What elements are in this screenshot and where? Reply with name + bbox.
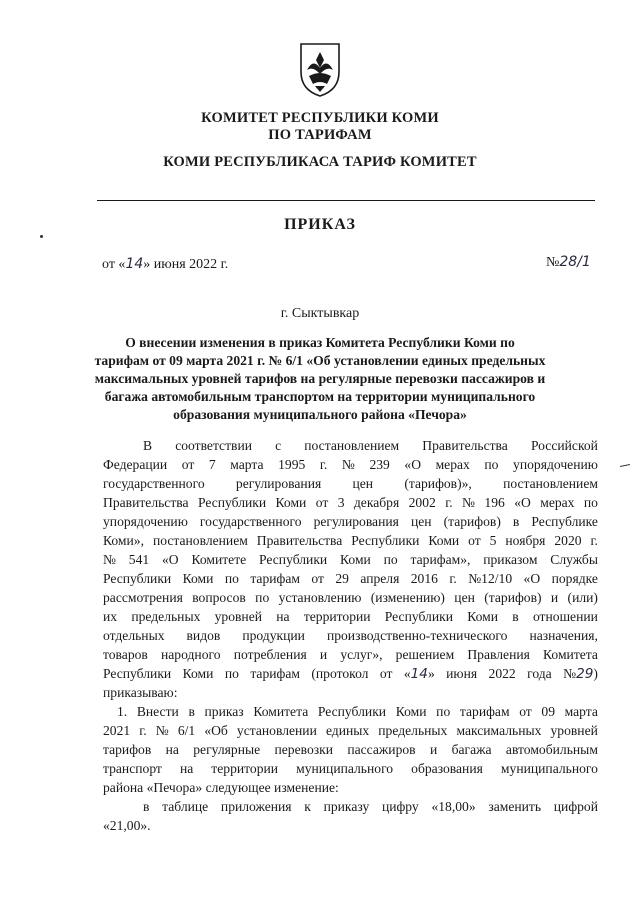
word: автомобильным (505, 742, 598, 757)
body-line (103, 797, 598, 816)
word: и (429, 742, 438, 757)
word: 2016 (410, 571, 438, 586)
order-title: ПРИКАЗ (284, 216, 356, 233)
word: Правления (467, 647, 530, 662)
word: Внести (136, 704, 179, 719)
word: 2020 (554, 533, 582, 548)
word: по (224, 666, 239, 681)
body-line (103, 626, 598, 645)
word: В (143, 438, 153, 453)
word: 29 (576, 666, 594, 682)
word: Республики (317, 704, 387, 719)
word: образования (411, 761, 483, 776)
protocol-date-day (404, 664, 435, 683)
word: Коми (428, 533, 460, 548)
word: № (341, 457, 355, 472)
word: Службы (550, 552, 598, 567)
word: от (379, 666, 393, 681)
word: 29 (335, 571, 349, 586)
word: с (275, 438, 282, 453)
word: заменить (488, 799, 542, 814)
word: по (436, 704, 451, 719)
word: (изменению) (370, 590, 445, 605)
word: 7 (208, 457, 216, 472)
word: их (103, 609, 118, 624)
body-line: района «Печора» следующее изменение: (103, 780, 339, 795)
subject-line: образования муниципального района «Печора» (173, 407, 467, 422)
word: Коми (395, 704, 427, 719)
word: «О (162, 552, 179, 567)
word: территории (303, 609, 371, 624)
word: Республики (384, 609, 453, 624)
word: № (103, 552, 116, 567)
date-day: 14 (125, 256, 144, 272)
word: упорядочению (103, 514, 188, 529)
word: Республики (259, 552, 328, 567)
word: регулярные (193, 742, 261, 757)
emblem (297, 40, 343, 98)
word: 14 (410, 666, 428, 682)
word: от (315, 495, 329, 510)
word: производственно-технического (326, 628, 508, 643)
subject-line: тарифам от 09 марта 2021 г. № 6/1 «Об установлении единых предельных (94, 353, 546, 368)
word: территории (211, 761, 279, 776)
word: приказ (204, 704, 244, 719)
word: уровней (214, 609, 263, 624)
order-date (102, 256, 228, 273)
word: уровней (550, 723, 598, 738)
order-city: г. Сыктывкар (280, 306, 360, 321)
word: мерах (540, 495, 575, 510)
word: цен (410, 514, 432, 529)
word: багажа (451, 742, 492, 757)
word: 5 (489, 533, 497, 548)
body-line (103, 740, 598, 759)
word: назначения, (529, 628, 598, 643)
word: порядке (551, 571, 598, 586)
word: (тарифов)», (404, 476, 472, 491)
committee-name-ru-line2: ПО ТАРИФАМ (268, 127, 372, 143)
word: установлению (278, 590, 362, 605)
word: № (462, 495, 476, 510)
committee-name-komi: КОМИ РЕСПУБЛИКАСА ТАРИФ КОМИТЕТ (163, 154, 477, 170)
word: от (181, 457, 195, 472)
word: государственного (103, 476, 205, 491)
word: (тарифов) (484, 590, 542, 605)
word: цифрой (553, 799, 598, 814)
word: цен (352, 476, 374, 491)
word: 1995 (278, 457, 306, 472)
body-line (103, 664, 598, 683)
word: Комитета (253, 704, 309, 719)
word: народного (161, 647, 221, 662)
word: по (224, 571, 239, 586)
word: Республике (531, 514, 598, 529)
word: Коми (182, 666, 214, 681)
word: Российской (530, 438, 598, 453)
body-line (103, 607, 598, 626)
word: 3 (337, 495, 345, 510)
word: » (427, 666, 435, 681)
word: приказу (323, 799, 370, 814)
word: Коми (467, 609, 499, 624)
number-value: 28/1 (559, 254, 591, 270)
word: 1. (117, 704, 128, 719)
word: апреля (360, 571, 400, 586)
body-line (103, 531, 598, 550)
word: «О (514, 495, 531, 510)
word: потребления (233, 647, 307, 662)
word: 2022 (488, 666, 516, 681)
word: № (155, 723, 169, 738)
word: регулирования (313, 514, 399, 529)
word: тарифам (459, 704, 510, 719)
word: по (583, 495, 598, 510)
word: от (311, 571, 324, 586)
word: декабря (353, 495, 400, 510)
number-prefix: № (546, 255, 560, 270)
body-line (103, 436, 598, 455)
komi-coat-of-arms-icon (297, 40, 343, 98)
word: ноября (505, 533, 546, 548)
protocol-number (563, 664, 598, 683)
body-line (103, 721, 598, 740)
word: в (143, 799, 150, 814)
word: продукции (242, 628, 305, 643)
word: решением (395, 647, 455, 662)
word: июня (446, 666, 478, 681)
word: 196 (484, 495, 505, 510)
word: 541 (128, 552, 150, 567)
subject-line: багажа автомобильным транспортом на территории муниципального (104, 389, 536, 404)
date-prefix: от « (102, 257, 126, 272)
word: № (563, 666, 577, 681)
word: видов (186, 628, 221, 643)
word: марта (564, 704, 598, 719)
word: «Об (204, 723, 228, 738)
word: рассмотрения (103, 590, 183, 605)
word: муниципального (296, 761, 394, 776)
word: Республики (351, 533, 420, 548)
word: Коми (182, 571, 214, 586)
word: на (165, 742, 179, 757)
word: максимальных (456, 723, 542, 738)
word: 2021 (103, 723, 131, 738)
body-line (103, 645, 598, 664)
word: Республики (103, 571, 172, 586)
word: (протокол (311, 666, 369, 681)
word: тарифам», (410, 552, 471, 567)
word: Коми», (103, 533, 144, 548)
order-subject (0, 334, 640, 424)
word: 2002 (408, 495, 436, 510)
word: Федерации (103, 457, 168, 472)
word: приказом (483, 552, 538, 567)
word: по (255, 590, 270, 605)
word: приложения (220, 799, 292, 814)
word: отношении (532, 609, 598, 624)
word: от (468, 533, 481, 548)
body-line (103, 493, 598, 512)
word: постановлением (152, 533, 248, 548)
word: мерах (435, 457, 470, 472)
word: предельных (131, 609, 201, 624)
word: (или) (567, 590, 598, 605)
word: установлении (236, 723, 317, 738)
word: в (188, 704, 195, 719)
body-line (103, 455, 598, 474)
word: г. (449, 571, 457, 586)
word: г. (139, 723, 147, 738)
word: №12/10 (468, 571, 513, 586)
word: «О (523, 571, 541, 586)
body-line (103, 550, 598, 569)
body-line (103, 569, 598, 588)
word: транспорт (103, 761, 162, 776)
word: товаров (103, 647, 148, 662)
body-line (103, 759, 598, 778)
word: на (276, 609, 290, 624)
word: (тарифов) (443, 514, 501, 529)
word: пассажиров (347, 742, 416, 757)
word: Правительства (422, 438, 508, 453)
word: единых (325, 723, 370, 738)
word: 6/1 (177, 723, 196, 738)
body-line: приказываю: (103, 685, 178, 700)
word: соответствии (175, 438, 252, 453)
word: «18,00» (431, 799, 476, 814)
word: по (383, 552, 398, 567)
word: перевозки (274, 742, 333, 757)
word: цифру (381, 799, 419, 814)
subject-line: О внесении изменения в приказ Комитета Республики Коми по (125, 335, 515, 350)
word: таблице (162, 799, 209, 814)
body-line (103, 702, 598, 721)
word: постановлением (503, 476, 598, 491)
body-line (103, 512, 598, 531)
word: тарифам (250, 571, 300, 586)
date-suffix: » июня 2022 г. (143, 257, 229, 272)
word: услуг», (340, 647, 383, 662)
word: в (512, 609, 519, 624)
body-line (103, 474, 598, 493)
word: предельных (378, 723, 448, 738)
scan-speck (40, 235, 43, 238)
word: года (527, 666, 552, 681)
word: Республики (103, 666, 172, 681)
word: упорядочению (513, 457, 598, 472)
committee-name-ru-line1: КОМИТЕТ РЕСПУБЛИКИ КОМИ (201, 110, 439, 126)
word: Комитета (543, 647, 598, 662)
subject-line: максимальных уровней тарифов на регулярные перевозки пассажиров и (94, 371, 546, 386)
word: от (519, 704, 532, 719)
word: Комитете (191, 552, 247, 567)
word: «О (404, 457, 422, 472)
word: и (319, 647, 328, 662)
word: постановлением (304, 438, 400, 453)
word: г. (445, 495, 453, 510)
order-number (546, 254, 591, 271)
word: Правительства (103, 495, 189, 510)
word: к (304, 799, 311, 814)
word: тарифов (103, 742, 152, 757)
word: Республики (197, 495, 267, 510)
word: и (550, 590, 559, 605)
word: муниципального (500, 761, 598, 776)
word: г. (319, 457, 328, 472)
word: регулирования (235, 476, 322, 491)
word: Коми (275, 495, 307, 510)
word: марта (230, 457, 264, 472)
word: « (403, 666, 411, 681)
word: 239 (369, 457, 390, 472)
order-body (103, 436, 598, 835)
word: цен (454, 590, 475, 605)
word: ) (593, 666, 598, 681)
word: по (484, 457, 499, 472)
body-line (103, 588, 598, 607)
word: вопросов (192, 590, 246, 605)
word: в (512, 514, 520, 529)
scan-mark (620, 464, 630, 467)
word: Правительства (256, 533, 343, 548)
word: Коми (340, 552, 371, 567)
word: на (179, 761, 194, 776)
word: отдельных (103, 628, 165, 643)
word: 09 (541, 704, 555, 719)
header-rule (97, 200, 595, 201)
word: государственного (199, 514, 302, 529)
word: г. (590, 533, 598, 548)
body-line: «21,00». (103, 818, 151, 833)
word: тарифам (250, 666, 300, 681)
